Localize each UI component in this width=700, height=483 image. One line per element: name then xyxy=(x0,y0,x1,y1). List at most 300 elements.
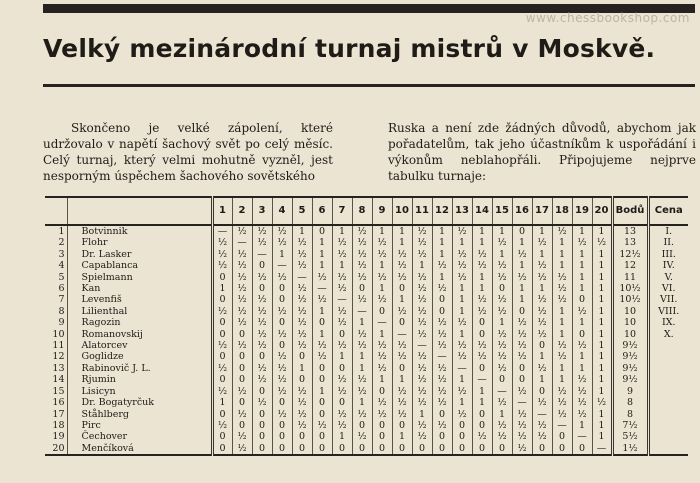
player-name: Ståhlberg xyxy=(67,409,212,420)
result-cell: 1 xyxy=(412,260,432,271)
result-cell: ½ xyxy=(212,249,232,260)
result-cell: ½ xyxy=(532,363,552,374)
result-cell: ½ xyxy=(232,283,252,294)
player-name: Lisicyn xyxy=(67,386,212,397)
result-cell: 0 xyxy=(252,409,272,420)
intro-left-column: Skončeno je velké zápolení, které udržovalo v napětí šachový svět po celý měsíc. Celý turnaj, který velmi mohutně vyzněl, jest nesporným úspěchem šachového sovětského xyxy=(43,121,333,183)
result-cell: ½ xyxy=(372,351,392,362)
result-cell: 0 xyxy=(572,294,592,305)
result-cell: ½ xyxy=(292,420,312,431)
player-name: Kan xyxy=(67,283,212,294)
result-cell: 0 xyxy=(252,443,272,455)
result-cell: 1 xyxy=(492,317,512,328)
result-cell: ½ xyxy=(532,306,552,317)
result-cell: 0 xyxy=(472,409,492,420)
result-cell: ½ xyxy=(392,306,412,317)
result-cell: ½ xyxy=(512,409,532,420)
result-cell: ½ xyxy=(372,397,392,408)
result-cell: ½ xyxy=(432,329,452,340)
result-cell: 1 xyxy=(592,431,612,442)
result-cell: 1 xyxy=(452,283,472,294)
result-cell: ½ xyxy=(392,260,412,271)
result-cell: ½ xyxy=(332,340,352,351)
result-cell: 1 xyxy=(352,351,372,362)
result-cell: 1 xyxy=(592,363,612,374)
intro-right-column: Ruska a není zde žádných důvodů, abychom jak pořadatelům, tak jeho účastníkům k uspořádání i výkonům neblahopřáli. Připojujeme nejprve tabulku turnaje: xyxy=(388,121,696,183)
result-cell: ½ xyxy=(292,397,312,408)
result-cell: 0 xyxy=(392,363,412,374)
result-cell: ½ xyxy=(292,409,312,420)
result-cell: ½ xyxy=(492,363,512,374)
result-cell: 1 xyxy=(512,237,532,248)
result-cell: — xyxy=(352,306,372,317)
result-cell: ½ xyxy=(212,340,232,351)
result-cell: ½ xyxy=(452,409,472,420)
result-cell: ½ xyxy=(332,283,352,294)
prize-cell xyxy=(648,431,688,442)
result-cell: ½ xyxy=(232,409,252,420)
result-cell: ½ xyxy=(212,363,232,374)
result-cell: ½ xyxy=(492,420,512,431)
table-row xyxy=(45,306,688,317)
result-cell: 0 xyxy=(352,420,372,431)
result-cell: ½ xyxy=(272,363,292,374)
result-cell: ½ xyxy=(412,272,432,283)
result-cell: ½ xyxy=(272,386,292,397)
result-cell: 0 xyxy=(492,443,512,455)
result-cell: ½ xyxy=(572,409,592,420)
points-cell: 10½ xyxy=(612,294,648,305)
result-cell: 0 xyxy=(332,329,352,340)
column-header: 14 xyxy=(472,197,492,225)
result-cell: ½ xyxy=(512,249,532,260)
table-row xyxy=(45,386,688,397)
column-header: 13 xyxy=(452,197,472,225)
header-number-cell xyxy=(45,197,67,225)
result-cell: ½ xyxy=(312,340,332,351)
result-cell: ½ xyxy=(232,306,252,317)
result-cell: ½ xyxy=(212,260,232,271)
result-cell: 0 xyxy=(452,431,472,442)
result-cell: ½ xyxy=(292,329,312,340)
result-cell: 0 xyxy=(232,351,252,362)
result-cell: 1 xyxy=(452,294,472,305)
column-header: 6 xyxy=(312,197,332,225)
result-cell: ½ xyxy=(292,386,312,397)
result-cell: ½ xyxy=(512,443,532,455)
result-cell: ½ xyxy=(292,306,312,317)
result-cell: 1 xyxy=(472,386,492,397)
table-row xyxy=(45,317,688,328)
result-cell: 1 xyxy=(472,283,492,294)
result-cell: 1 xyxy=(392,294,412,305)
result-cell: ½ xyxy=(252,237,272,248)
result-cell: ½ xyxy=(372,363,392,374)
player-number: 9 xyxy=(58,317,65,329)
result-cell: 1 xyxy=(472,237,492,248)
result-cell: 0 xyxy=(352,283,372,294)
result-cell: ½ xyxy=(492,306,512,317)
player-number: 17 xyxy=(52,408,65,420)
result-cell: ½ xyxy=(432,340,452,351)
player-name: Ragozin xyxy=(67,317,212,328)
prize-cell xyxy=(648,374,688,385)
result-cell: 1 xyxy=(432,249,452,260)
result-cell: ½ xyxy=(332,306,352,317)
column-header: Bodů xyxy=(612,197,648,225)
player-name: Alatorcev xyxy=(67,340,212,351)
player-number: 7 xyxy=(58,294,65,306)
watermark: www.chessbookshop.com xyxy=(525,11,690,25)
result-cell: 0 xyxy=(432,443,452,455)
result-cell: ½ xyxy=(512,431,532,442)
result-cell: — xyxy=(452,363,472,374)
table-row xyxy=(45,225,688,237)
table-row xyxy=(45,237,688,248)
points-cell: 13 xyxy=(612,225,648,237)
column-header: 9 xyxy=(372,197,392,225)
result-cell: — xyxy=(252,249,272,260)
result-cell: ½ xyxy=(492,294,512,305)
player-name: Spielmann xyxy=(67,272,212,283)
result-cell: 1 xyxy=(432,225,452,237)
result-cell: 0 xyxy=(432,431,452,442)
table-row xyxy=(45,431,688,442)
prize-cell xyxy=(648,386,688,397)
result-cell: ½ xyxy=(492,237,512,248)
result-cell: ½ xyxy=(412,351,432,362)
points-cell: 9½ xyxy=(612,340,648,351)
result-cell: ½ xyxy=(332,237,352,248)
prize-cell: III. xyxy=(648,249,688,260)
prize-cell: II. xyxy=(648,237,688,248)
result-cell: ½ xyxy=(392,409,412,420)
result-cell: 1 xyxy=(512,260,532,271)
result-cell: ½ xyxy=(332,409,352,420)
result-cell: 0 xyxy=(392,317,412,328)
result-cell: ½ xyxy=(312,420,332,431)
result-cell: 0 xyxy=(332,397,352,408)
result-cell: 0 xyxy=(372,443,392,455)
result-cell: ½ xyxy=(452,249,472,260)
result-cell: 0 xyxy=(272,397,292,408)
result-cell: 0 xyxy=(452,420,472,431)
prize-cell: IX. xyxy=(648,317,688,328)
result-cell: ½ xyxy=(392,386,412,397)
result-cell: 0 xyxy=(312,409,332,420)
result-cell: ½ xyxy=(492,329,512,340)
result-cell: ½ xyxy=(352,386,372,397)
result-cell: ½ xyxy=(472,294,492,305)
result-cell: ½ xyxy=(312,294,332,305)
result-cell: ½ xyxy=(432,317,452,328)
result-cell: 1 xyxy=(312,386,332,397)
result-cell: ½ xyxy=(412,225,432,237)
result-cell: 1 xyxy=(452,329,472,340)
player-number: 2 xyxy=(58,237,65,249)
points-cell: 7½ xyxy=(612,420,648,431)
result-cell: ½ xyxy=(372,249,392,260)
result-cell: 0 xyxy=(392,283,412,294)
points-cell: 13 xyxy=(612,237,648,248)
points-cell: 10 xyxy=(612,329,648,340)
result-cell: ½ xyxy=(372,272,392,283)
result-cell: 0 xyxy=(232,363,252,374)
prize-cell xyxy=(648,443,688,455)
result-cell: 0 xyxy=(292,443,312,455)
result-cell: — xyxy=(272,260,292,271)
result-cell: ½ xyxy=(452,340,472,351)
page-title: Velký mezinárodní turnaj mistrů v Moskvě. xyxy=(43,34,656,63)
result-cell: 0 xyxy=(532,443,552,455)
result-cell: 1 xyxy=(552,306,572,317)
title-rule xyxy=(43,84,695,87)
points-cell: 10 xyxy=(612,306,648,317)
player-name: Capablanca xyxy=(67,260,212,271)
result-cell: 1 xyxy=(452,374,472,385)
table-row xyxy=(45,374,688,385)
result-cell: 1 xyxy=(472,225,492,237)
column-header: 18 xyxy=(552,197,572,225)
result-cell: — xyxy=(532,409,552,420)
player-name: Romanovskij xyxy=(67,329,212,340)
result-cell: 1 xyxy=(552,363,572,374)
result-cell: ½ xyxy=(452,272,472,283)
result-cell: 1 xyxy=(592,306,612,317)
result-cell: ½ xyxy=(372,409,392,420)
points-cell: 11 xyxy=(612,272,648,283)
result-cell: 1 xyxy=(312,237,332,248)
result-cell: 0 xyxy=(372,306,392,317)
result-cell: ½ xyxy=(372,340,392,351)
result-cell: ½ xyxy=(452,351,472,362)
result-cell: ½ xyxy=(252,225,272,237)
result-cell: 1 xyxy=(572,225,592,237)
points-cell: 12½ xyxy=(612,249,648,260)
result-cell: 0 xyxy=(252,431,272,442)
result-cell: ½ xyxy=(412,374,432,385)
result-cell: ½ xyxy=(572,306,592,317)
result-cell: ½ xyxy=(552,409,572,420)
result-cell: ½ xyxy=(252,363,272,374)
result-cell: 0 xyxy=(212,431,232,442)
result-cell: 1 xyxy=(372,329,392,340)
result-cell: 0 xyxy=(252,386,272,397)
points-cell: 8 xyxy=(612,409,648,420)
result-cell: 0 xyxy=(472,363,492,374)
player-number: 1 xyxy=(58,226,65,237)
result-cell: 0 xyxy=(272,420,292,431)
result-cell: ½ xyxy=(492,260,512,271)
result-cell: ½ xyxy=(432,397,452,408)
result-cell: ½ xyxy=(272,329,292,340)
result-cell: 0 xyxy=(512,374,532,385)
result-cell: 1 xyxy=(572,249,592,260)
result-cell: — xyxy=(432,351,452,362)
result-cell: ½ xyxy=(492,340,512,351)
result-cell: 0 xyxy=(472,317,492,328)
column-header: 1 xyxy=(212,197,232,225)
result-cell: 1 xyxy=(552,329,572,340)
table-row xyxy=(45,443,688,455)
result-cell: 1 xyxy=(212,283,232,294)
result-cell: ½ xyxy=(252,374,272,385)
result-cell: ½ xyxy=(412,283,432,294)
table-row xyxy=(45,329,688,340)
result-cell: 0 xyxy=(232,420,252,431)
column-header: 17 xyxy=(532,197,552,225)
result-cell: ½ xyxy=(232,386,252,397)
result-cell: ½ xyxy=(432,363,452,374)
result-cell: 0 xyxy=(292,431,312,442)
table-row xyxy=(45,249,688,260)
result-cell: ½ xyxy=(572,397,592,408)
result-cell: ½ xyxy=(552,351,572,362)
player-number: 8 xyxy=(58,305,65,317)
result-cell: 0 xyxy=(312,363,332,374)
result-cell: ½ xyxy=(312,351,332,362)
column-header: 20 xyxy=(592,197,612,225)
result-cell: 1 xyxy=(592,294,612,305)
result-cell: 0 xyxy=(312,317,332,328)
result-cell: 1 xyxy=(492,225,512,237)
result-cell: 0 xyxy=(212,351,232,362)
result-cell: ½ xyxy=(472,351,492,362)
result-cell: ½ xyxy=(332,317,352,328)
result-cell: 0 xyxy=(292,351,312,362)
result-cell: 0 xyxy=(372,386,392,397)
result-cell: — xyxy=(552,420,572,431)
prize-cell: IV. xyxy=(648,260,688,271)
result-cell: ½ xyxy=(252,294,272,305)
result-cell: 1 xyxy=(392,431,412,442)
result-cell: 0 xyxy=(312,443,332,455)
result-cell: 0 xyxy=(352,443,372,455)
result-cell: 1 xyxy=(532,283,552,294)
result-cell: 0 xyxy=(212,272,232,283)
result-cell: 0 xyxy=(212,329,232,340)
result-cell: 1 xyxy=(592,317,612,328)
result-cell: 1 xyxy=(312,260,332,271)
result-cell: ½ xyxy=(532,294,552,305)
player-number: 11 xyxy=(52,340,65,352)
result-cell: 1 xyxy=(592,225,612,237)
result-cell: ½ xyxy=(552,340,572,351)
player-name: Dr. Bogatyrčuk xyxy=(67,397,212,408)
result-cell: ½ xyxy=(332,272,352,283)
result-cell: — xyxy=(472,374,492,385)
result-cell: 1 xyxy=(592,420,612,431)
prize-cell xyxy=(648,409,688,420)
result-cell: 1 xyxy=(372,260,392,271)
result-cell: 0 xyxy=(252,260,272,271)
result-cell: ½ xyxy=(292,317,312,328)
result-cell: ½ xyxy=(492,431,512,442)
result-cell: 0 xyxy=(312,374,332,385)
result-cell: ½ xyxy=(532,317,552,328)
result-cell: ½ xyxy=(272,374,292,385)
prize-cell: VII. xyxy=(648,294,688,305)
player-name: Dr. Lasker xyxy=(67,249,212,260)
prize-cell xyxy=(648,397,688,408)
table-row xyxy=(45,397,688,408)
result-cell: ½ xyxy=(272,351,292,362)
result-cell: 1 xyxy=(512,294,532,305)
crosstable-header xyxy=(45,197,688,225)
player-number: 15 xyxy=(52,385,65,397)
result-cell: ½ xyxy=(412,317,432,328)
result-cell: ½ xyxy=(412,397,432,408)
result-cell: 0 xyxy=(312,431,332,442)
result-cell: 1 xyxy=(592,351,612,362)
player-name: Rjumin xyxy=(67,374,212,385)
result-cell: ½ xyxy=(252,306,272,317)
result-cell: — xyxy=(512,397,532,408)
result-cell: ½ xyxy=(232,225,252,237)
result-cell: 1 xyxy=(452,237,472,248)
result-cell: 0 xyxy=(492,374,512,385)
result-cell: ½ xyxy=(472,306,492,317)
result-cell: 0 xyxy=(552,431,572,442)
column-header: 7 xyxy=(332,197,352,225)
result-cell: ½ xyxy=(272,237,292,248)
result-cell: 1 xyxy=(492,249,512,260)
result-cell: 1 xyxy=(592,272,612,283)
result-cell: 0 xyxy=(272,294,292,305)
prize-cell xyxy=(648,351,688,362)
result-cell: 0 xyxy=(272,283,292,294)
result-cell: ½ xyxy=(332,386,352,397)
result-cell: 0 xyxy=(212,294,232,305)
result-cell: 0 xyxy=(572,329,592,340)
player-name: Levenfiš xyxy=(67,294,212,305)
header-name-cell xyxy=(67,197,212,225)
prize-cell xyxy=(648,420,688,431)
points-cell: 9½ xyxy=(612,374,648,385)
result-cell: ½ xyxy=(292,294,312,305)
result-cell: ½ xyxy=(552,225,572,237)
result-cell: ½ xyxy=(252,340,272,351)
prize-cell xyxy=(648,363,688,374)
column-header: 11 xyxy=(412,197,432,225)
result-cell: 0 xyxy=(452,443,472,455)
result-cell: ½ xyxy=(552,283,572,294)
result-cell: ½ xyxy=(492,397,512,408)
result-cell: 1 xyxy=(572,351,592,362)
result-cell: ½ xyxy=(412,249,432,260)
column-header: 5 xyxy=(292,197,312,225)
result-cell: ½ xyxy=(392,340,412,351)
result-cell: ½ xyxy=(452,386,472,397)
result-cell: 0 xyxy=(312,225,332,237)
result-cell: 1 xyxy=(312,306,332,317)
points-cell: 10½ xyxy=(612,283,648,294)
result-cell: 1 xyxy=(552,374,572,385)
result-cell: 1 xyxy=(532,225,552,237)
table-row xyxy=(45,260,688,271)
result-cell: ½ xyxy=(512,317,532,328)
column-header: 15 xyxy=(492,197,512,225)
result-cell: 0 xyxy=(212,374,232,385)
result-cell: 1 xyxy=(592,329,612,340)
result-cell: ½ xyxy=(512,351,532,362)
result-cell: ½ xyxy=(312,272,332,283)
result-cell: 1 xyxy=(552,249,572,260)
result-cell: 1 xyxy=(372,283,392,294)
result-cell: 0 xyxy=(552,443,572,455)
result-cell: 0 xyxy=(292,374,312,385)
result-cell: 1 xyxy=(312,329,332,340)
